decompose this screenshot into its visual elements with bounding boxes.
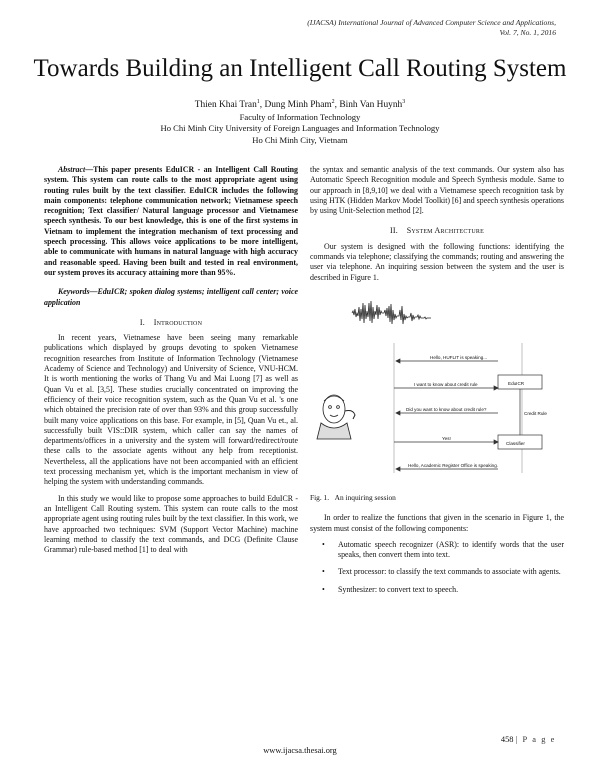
section-2-number: II. — [389, 226, 398, 236]
page-label: | P a g e — [515, 735, 556, 744]
author-2-mark: 2 — [331, 99, 335, 105]
message-3-label: Did you want to know about credit rule? — [406, 406, 487, 412]
component-item-synthesizer-text: Synthesizer: to convert text to speech. — [338, 584, 459, 594]
author-list — [0, 96, 600, 111]
abstract-text: —This paper presents EduICR - an Intelligent Call Routing system. This system can route calls to the most appropriate agent using routing rules built by the text classifier. EduICR includes the following main components: telephone communication network; Vietnamese speech recognition; Text classifier/ Natural language processor and Vietnamese speech synthesis. To our best knowledge, this is one of the first systems in Vietnam to implement the integration mechanism of text processing and speech processing. This allows voice applications to be more intelligent, able to communicate with humans in natural language with high accuracy and reasonable speed. Having been built and tested in real environment, our system proves its accuracy attaining more than 95%. — [44, 165, 298, 277]
footer-url[interactable]: www.ijacsa.thesai.org — [263, 746, 337, 755]
left-column — [44, 165, 298, 555]
caption-text: An inquiring session — [334, 492, 396, 502]
section-2-heading — [310, 226, 564, 236]
eduicr-box-label: EduICR — [508, 380, 525, 386]
architecture-paragraph: Our system is designed with the following functions: identifying the commands via telephone; classifying the commands; routing and answering the user via telephone. An inquiring session between the system and the user is described in Figure 1. — [310, 241, 564, 282]
journal-name: (IJACSA) International Journal of Advanced Computer Science and Applications, — [307, 18, 556, 27]
credit-rule-label: Credit Rule — [524, 410, 547, 416]
classifier-box-label: Classifier — [506, 440, 525, 446]
affiliation — [0, 112, 600, 146]
bullet-icon: • — [322, 539, 325, 549]
affiliation-faculty: Faculty of Information Technology — [239, 112, 361, 122]
message-4-label: Yes! — [442, 435, 451, 441]
author-3-mark: 3 — [402, 99, 406, 105]
author-3: , Binh Van Huynh — [334, 100, 403, 111]
journal-volume: Vol. 7, No. 1, 2016 — [499, 28, 556, 37]
bullet-icon: • — [322, 567, 325, 577]
section-1-number: I. — [139, 317, 145, 327]
component-item-text-processor — [310, 567, 564, 577]
caption-number: Fig. 1. — [310, 492, 330, 502]
message-1-label: Hello, HUFLIT is speaking... — [430, 354, 488, 360]
paper-title: Towards Building an Intelligent Call Routing System — [33, 55, 567, 82]
intro-paragraph-2: In this study we would like to propose some approaches to build EduICR - an Intelligent Call Routing system. This system can route calls to the most appropriate agent using routing rules built by the text classifier. In this work, we have approached two techniques: SVM (Support Vector Machine) machine learning method to classify the text commands, and DCG (Definite Clause Grammar) rule-based method [1] to deal with — [44, 493, 298, 555]
component-item-asr — [310, 540, 564, 561]
component-item-asr-text: Automatic speech recognizer (ASR): to identify words that the user speaks, then convert them into text. — [338, 539, 564, 560]
abstract — [44, 165, 298, 278]
figure-1-caption — [310, 493, 564, 503]
author-1-mark: 1 — [256, 99, 260, 105]
intro-paragraph-1: In recent years, Vietnamese have been seeing many remarkable publications which displayed by groups devoting to spoken Vietnamese recognition researches from Institute of Information Technology (Vietnamese Academy of Science and Technology) and University of Science, VNU-HCM. It is worth mentioning the works of Thang Vu and Mai Luong [7] as well as Quan Vu et al. [3,5]. These studies crucially concentrated on improving the efficiency of their voice recognition system, such as the Quan Vu et al. 's one which obtained the precision rate of over than 93% and this group successfully built many voice applications on this base. For example, in [5], Quan Vu et., al. successfully built VIS::DIR system, which caller can say the names of departments/offices in a university and the system will forward/redirect/route these calls to the associate agents without any help from receptionist. Nevertheless, all the applications have not been accompanied with an efficient text processing mechanism yet, which is the important mechanism in view of helping the system with understanding commands. — [44, 333, 298, 487]
bullet-icon: • — [322, 584, 325, 594]
component-item-text-processor-text: Text processor: to classify the text commands to associate with agents. — [338, 567, 561, 577]
author-1: Thien Khai Tran — [194, 100, 257, 111]
section-1-heading — [44, 318, 298, 328]
component-list — [310, 540, 564, 595]
affiliation-university: Ho Chi Minh City University of Foreign Languages and Information Technology — [160, 123, 440, 134]
figure-1 — [310, 291, 564, 491]
message-2-label: I want to know about credit rule — [414, 381, 478, 387]
component-item-synthesizer — [310, 585, 564, 595]
abstract-label: Abstract — [58, 165, 86, 174]
caller-face-icon — [317, 395, 355, 439]
author-2: , Dung Minh Pham — [259, 100, 332, 111]
page-number-value: 458 — [500, 735, 514, 744]
components-paragraph: In order to realize the functions that given in the scenario in Figure 1, the system must consist of the following components: — [310, 513, 564, 533]
message-5-label: Hello, Academic Register Office is speaking. — [408, 462, 499, 468]
keywords: Keywords—EduICR; spoken dialog systems; intelligent call center; voice application — [44, 287, 298, 307]
right-column — [310, 165, 564, 602]
page-number — [501, 735, 556, 744]
right-paragraph-0: the syntax and semantic analysis of the text commands. Our system also has Automatic Speech Recognition module and Speech Synthesis module. Same to our approach in [8,9,10] we deal with a Vietnamese speech recognition task by using HTK (Hidden Markov Model Toolkit) [6] and speech synthesis operations by using Unit-Selection method [2]. — [310, 165, 564, 216]
speech-waveform-icon — [350, 301, 431, 324]
section-1-title: Introduction — [153, 317, 203, 327]
affiliation-city: Ho Chi Minh City, Vietnam — [252, 134, 348, 145]
journal-header — [307, 18, 556, 38]
section-2-title: System Architecture — [406, 226, 484, 236]
